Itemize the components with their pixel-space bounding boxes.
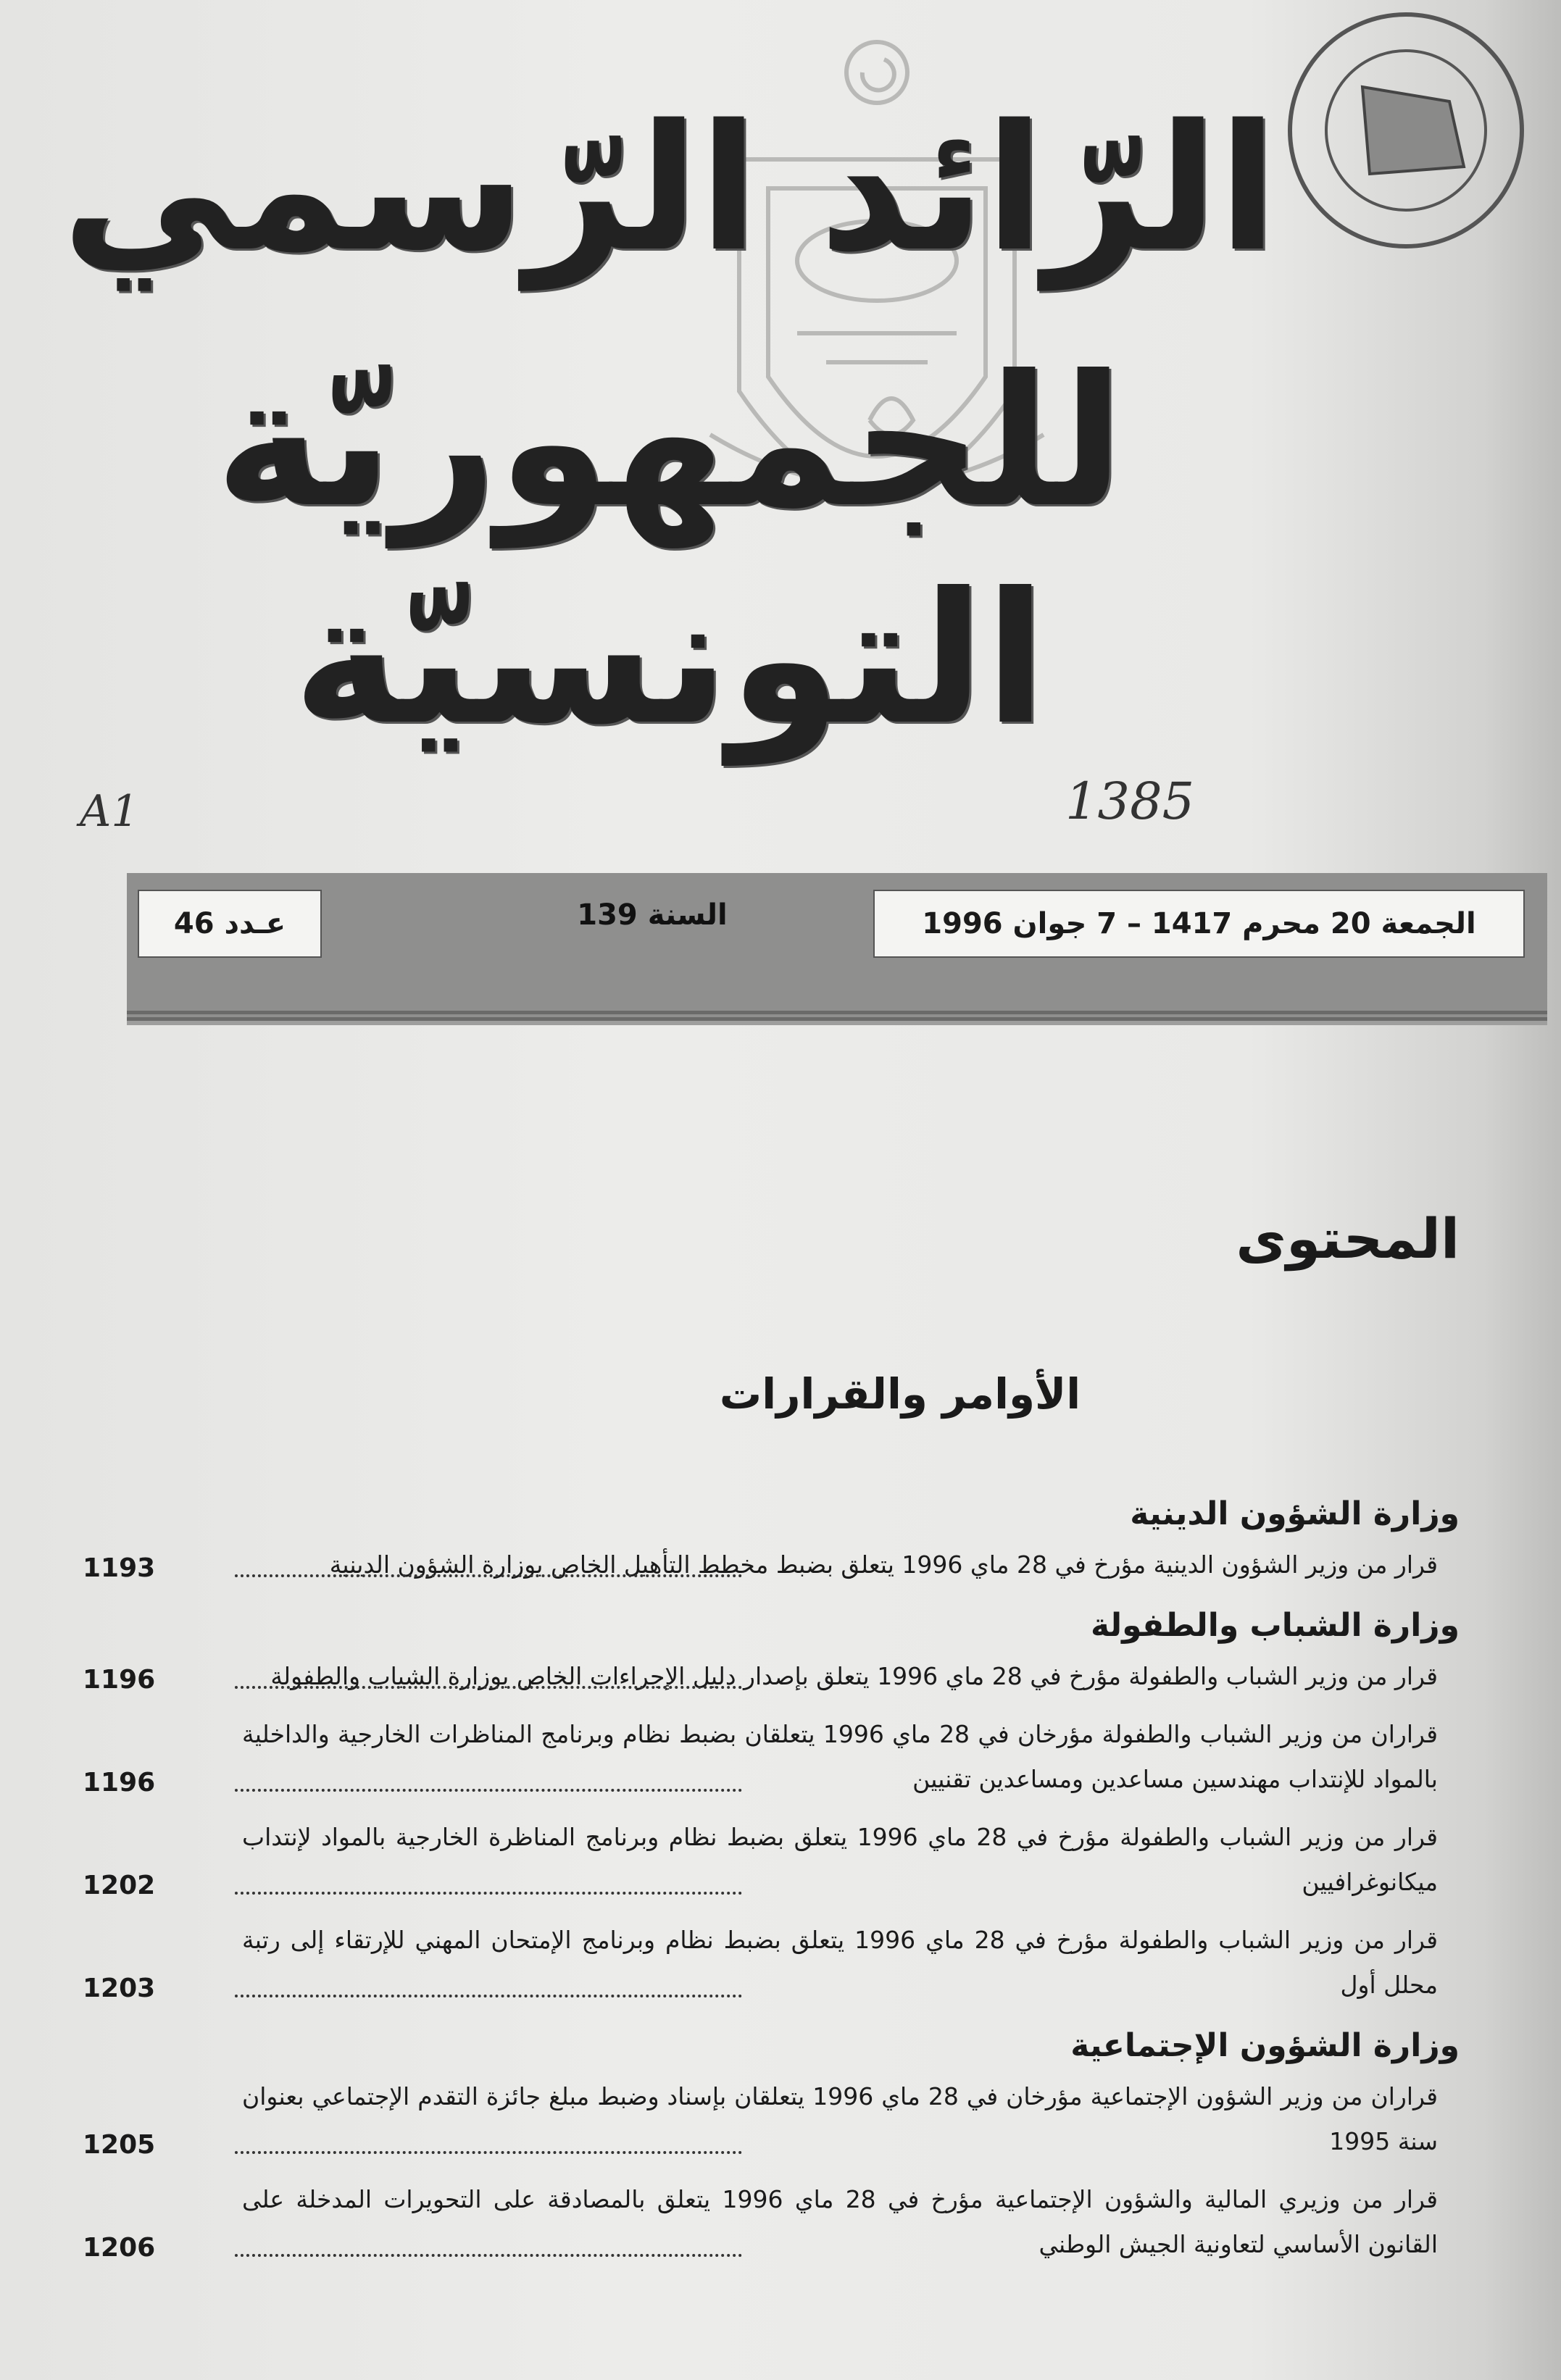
- toc-entry-text: قرار من وزير الشؤون الدينية مؤرخ في 28 ماي 1996 يتعلق بضبط مخطط التأهيل الخاص بوزارة الشؤون الدينية: [329, 1550, 1438, 1579]
- gazette-masthead: [54, 87, 1286, 768]
- issue-number-box: عـدد 46: [138, 890, 322, 958]
- ministry-block-social-affairs: [83, 2021, 1460, 2267]
- masthead-title-line1: الرّائد الرّسمي: [62, 87, 1278, 290]
- leader-dots: [235, 1789, 742, 1792]
- toc-entry[interactable]: [83, 1654, 1460, 1699]
- toc-entry-page: 1206: [83, 2233, 156, 2263]
- toc-entry-page: 1196: [83, 1768, 156, 1797]
- library-stamp-icon: [1283, 7, 1529, 254]
- toc-entry-page: 1193: [83, 1553, 156, 1583]
- issue-year: السنة 139: [577, 898, 728, 932]
- toc-entry-text: قراران من وزير الشباب والطفولة مؤرخان في 28 ماي 1996 يتعلقان بضبط نظام وبرنامج المناظرات الخارجية والداخلية بالمواد للإنتداب مهندسين مساعدين ومساعدين تقنيين: [242, 1720, 1438, 1793]
- toc-entry[interactable]: [83, 1542, 1460, 1587]
- leader-dots: [235, 1686, 742, 1689]
- leader-dots: [235, 1574, 742, 1577]
- table-of-contents: [83, 1489, 1460, 2280]
- contents-heading: المحتوى: [1236, 1206, 1460, 1271]
- section-heading: الأوامر والقرارات: [719, 1369, 1081, 1419]
- ministry-block-youth-childhood: [83, 1600, 1460, 2008]
- toc-entry[interactable]: [83, 2177, 1460, 2267]
- handwritten-note-left: A1: [80, 786, 139, 837]
- toc-entry-text: قرار من وزير الشباب والطفولة مؤرخ في 28 ماي 1996 يتعلق بضبط نظام وبرنامج المناظرة الخارجية بالمواد لإنتداب ميكانوغرافيين: [242, 1823, 1438, 1896]
- toc-entry[interactable]: [83, 1918, 1460, 2008]
- toc-entry-page: 1205: [83, 2130, 156, 2160]
- leader-dots: [235, 2151, 742, 2154]
- toc-entry[interactable]: [83, 2074, 1460, 2164]
- toc-entry[interactable]: [83, 1815, 1460, 1905]
- leader-dots: [235, 1995, 742, 1997]
- toc-entry-text: قراران من وزير الشؤون الإجتماعية مؤرخان في 28 ماي 1996 يتعلقان بإسناد وضبط مبلغ جائزة التقدم الإجتماعي بعنوان سنة 1995: [242, 2082, 1438, 2155]
- ministry-title: وزارة الشؤون الإجتماعية: [1070, 2027, 1460, 2064]
- ministry-block-religious-affairs: [83, 1489, 1460, 1587]
- toc-entry-text: قرار من وزير الشباب والطفولة مؤرخ في 28 ماي 1996 يتعلق بضبط نظام وبرنامج الإمتحان المهني للإرتقاء إلى رتبة محلل أول: [242, 1926, 1439, 1999]
- toc-entry-page: 1202: [83, 1871, 156, 1900]
- issue-date-box: الجمعة 20 محرم 1417 – 7 جوان 1996: [873, 890, 1525, 958]
- ministry-title: وزارة الشباب والطفولة: [1090, 1607, 1460, 1644]
- toc-entry-page: 1196: [83, 1665, 156, 1695]
- leader-dots: [235, 2254, 742, 2257]
- leader-dots: [235, 1892, 742, 1895]
- masthead-title-line2: للجمهوريّة التونسيّة: [215, 336, 1125, 764]
- ministry-title: وزارة الشؤون الدينية: [1130, 1495, 1460, 1532]
- toc-entry-text: قرار من وزير الشباب والطفولة مؤرخ في 28 ماي 1996 يتعلق بإصدار دليل الإجراءات الخاص بوزارة الشباب والطفولة: [270, 1662, 1438, 1690]
- toc-entry[interactable]: [83, 1712, 1460, 1802]
- toc-entry-page: 1203: [83, 1974, 156, 2003]
- toc-entry-text: قرار من وزيري المالية والشؤون الإجتماعية مؤرخ في 28 ماي 1996 يتعلق بالمصادقة على التحويرات المدخلة على القانون الأساسي لتعاونية الجيش الوطني: [242, 2185, 1438, 2258]
- handwritten-note-page-number: 1385: [1065, 772, 1195, 831]
